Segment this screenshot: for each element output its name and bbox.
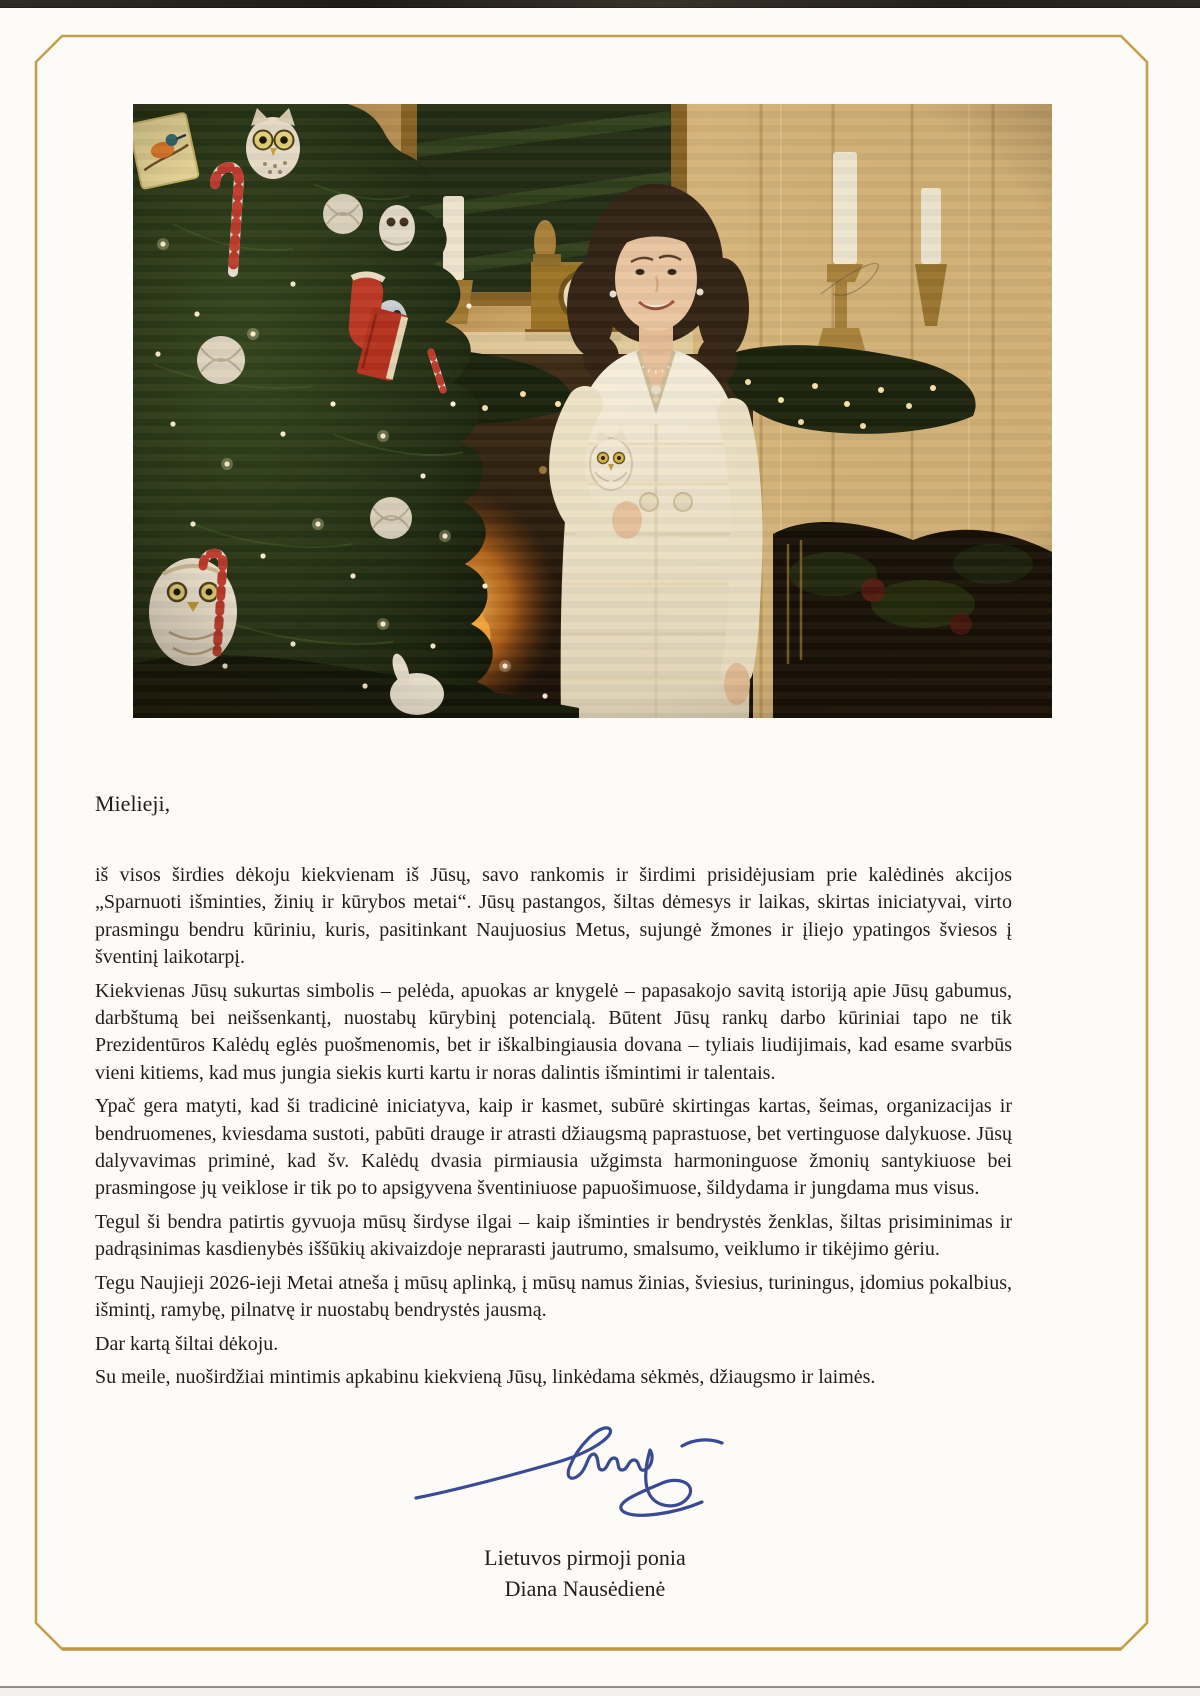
photo-vignette [133, 104, 1052, 718]
holiday-photo-scene [133, 104, 1052, 718]
letter-body [95, 862, 1012, 1397]
signoff-block [385, 1542, 785, 1604]
signoff-title: Lietuvos pirmoji ponia [484, 1545, 686, 1570]
scan-edge-bottom [0, 1688, 1200, 1696]
scan-edge-top [0, 0, 1200, 8]
letter-paragraph: Su meile, nuoširdžiai mintimis apkabinu kiekvieną Jūsų, linkėdama sėkmės, džiaugsmo ir laimės. [95, 1365, 876, 1388]
letter-paragraph: Tegu Naujieji 2026-ieji Metai atneša į mūsų aplinką, į mūsų namus žinias, šviesius, turiningus, įdomius pokalbius, išmintį, ramybę, pilnatvę ir nuostabų bendrystės jausmą. [95, 1271, 1012, 1322]
letter-paragraph: iš visos širdies dėkoju kiekvienam iš Jūsų, savo rankomis ir širdimi prisidėjusiam prie kalėdinės akcijos „Sparnuoti išminties, žinių ir kūrybos metai“. Jūsų pastangos, šiltas dėmesys ir laikas, skirtas iniciatyvai, virto prasmingu bendru kūriniu, kuris, pasitinkant Naujuosius Metus, sujungė žmones ir įliejo ypatingos šviesos į šventinį laikotarpį. [95, 864, 1012, 969]
letter-greeting: Mielieji, [95, 791, 171, 816]
handwritten-signature [412, 1420, 752, 1530]
signoff-name: Diana Nausėdienė [504, 1576, 666, 1601]
holiday-photo [133, 104, 1052, 718]
letter-paragraph: Ypač gera matyti, kad ši tradicinė iniciatyva, kaip ir kasmet, subūrė skirtingas kartas, šeimas, organizacijas ir bendruomenes, kviesdama sustoti, pabūti drauge ir atrasti džiaugsmą paprastuose, bet vertinguose dalykuose. Jūsų dalyvavimas priminė, kad šv. Kalėdų dvasia pirmiausia užgimsta harmoninguose žmonių santykiuose bei prasmingose jų veiklose ir tik po to apsigyvena šventiniuose papuošimuose, šildydama ir jungdama mus visus. [95, 1095, 1012, 1200]
letter-paragraph: Dar kartą šiltai dėkoju. [95, 1332, 279, 1355]
letter-paragraph: Kiekvienas Jūsų sukurtas simbolis – pelėda, apuokas ar knygelė – papasakojo savitą istoriją apie Jūsų gabumus, darbštumą bei neišsenkantį, nuostabų kūrybinį potencialą. Būtent Jūsų rankų darbo kūriniai tapo ne tik Prezidentūros Kalėdų eglės puošmenomis, bet ir iškalbingiausia dovana – tyliais liudijimais, kad esame svarbūs vieni kitiems, kad mus jungia siekis kurti kartu ir noras dalintis išmintimi ir talentais. [95, 979, 1012, 1084]
letter-paragraph: Tegul ši bendra patirtis gyvuoja mūsų širdyse ilgai – kaip išminties ir bendrystės ženklas, šiltas prisiminimas ir padrąsinimas kasdienybės iššūkių akivaizdoje neprarasti jautrumo, smalsumo, veiklumo ir tikėjimo gėriu. [95, 1210, 1012, 1261]
